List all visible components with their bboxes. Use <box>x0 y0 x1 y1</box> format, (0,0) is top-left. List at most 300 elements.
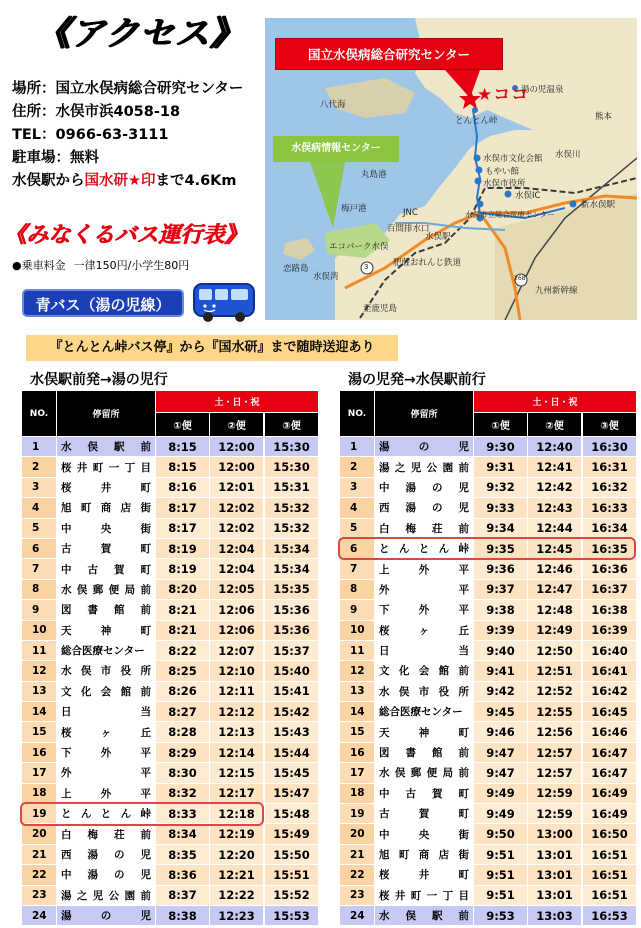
time-trip-2: 12:59 <box>528 784 581 803</box>
time-trip-1: 9:42 <box>474 682 527 701</box>
time-trip-2: 12:06 <box>210 600 263 619</box>
time-trip-2: 12:42 <box>528 478 581 497</box>
stop-name <box>57 804 155 823</box>
time-trip-1: 8:19 <box>156 559 209 578</box>
time-trip-1: 9:37 <box>474 580 527 599</box>
stop-name-text: 中 湯 の 児 <box>61 869 151 882</box>
table-row <box>340 661 636 681</box>
pickup-banner: 『とんとん峠バス停』から『国水研』まで随時送迎あり <box>26 335 398 361</box>
map-koko-label: ★ココ <box>477 85 530 105</box>
header-trip-1: ①便 <box>156 413 209 436</box>
stop-name-text: 西 湯 の 児 <box>379 502 469 515</box>
table-row <box>340 600 636 620</box>
table-row <box>22 763 318 783</box>
time-trip-3: 15:30 <box>265 437 318 456</box>
stop-name <box>375 641 473 660</box>
time-trip-1: 9:34 <box>474 519 527 538</box>
table-row <box>22 661 318 681</box>
time-trip-1: 8:17 <box>156 519 209 538</box>
time-trip-3: 16:34 <box>583 519 636 538</box>
time-trip-1: 9:49 <box>474 784 527 803</box>
table-row <box>22 559 318 579</box>
map-label-city-hall: 水俣市役所 <box>483 179 526 189</box>
time-trip-3: 16:51 <box>583 845 636 864</box>
stop-number: 13 <box>22 682 56 701</box>
time-trip-2: 12:00 <box>210 437 263 456</box>
stop-name <box>57 661 155 680</box>
stop-name-text: 日 当 <box>61 706 151 719</box>
route-prefix: 水俣駅から <box>12 173 85 189</box>
stop-name <box>57 580 155 599</box>
stop-number: 16 <box>340 743 374 762</box>
inbound-rows <box>340 437 636 926</box>
stop-number: 7 <box>340 559 374 578</box>
time-trip-2: 12:11 <box>210 682 263 701</box>
map-label-yunoko: 湯の児温泉 <box>521 85 564 95</box>
stop-name-text: 白 梅 荘 前 <box>379 522 469 535</box>
time-trip-2: 12:47 <box>528 580 581 599</box>
header-no: NO. <box>22 391 56 436</box>
stop-number: 17 <box>340 763 374 782</box>
stop-name-text: 桜 井 町 <box>61 481 151 494</box>
map-island-koishima <box>283 238 315 260</box>
stop-number: 13 <box>340 682 374 701</box>
stop-number: 15 <box>340 722 374 741</box>
time-trip-3: 15:43 <box>265 722 318 741</box>
time-trip-2: 12:43 <box>528 498 581 517</box>
map-dot-cityhall <box>475 178 482 185</box>
header-trip-3: ③便 <box>583 413 636 436</box>
stop-name-text: 桜 井 町 一 丁 目 <box>379 889 469 902</box>
table-row <box>340 824 636 844</box>
table-row <box>340 682 636 702</box>
stop-name-text: 水 俣 駅 前 <box>379 910 469 923</box>
time-trip-2: 12:52 <box>528 682 581 701</box>
table-row <box>22 641 318 661</box>
stop-name <box>57 865 155 884</box>
time-trip-3: 16:50 <box>583 824 636 843</box>
header-days: 土・日・祝 <box>474 391 636 412</box>
time-trip-3: 16:36 <box>583 559 636 578</box>
route-suffix: まで4.6Km <box>155 173 237 189</box>
table-row <box>22 621 318 641</box>
stop-name-text: 桜 ヶ 丘 <box>61 726 151 739</box>
table-row <box>340 559 636 579</box>
time-trip-1: 9:47 <box>474 743 527 762</box>
time-trip-2: 12:22 <box>210 886 263 905</box>
time-trip-1: 8:26 <box>156 682 209 701</box>
time-trip-2: 12:40 <box>528 437 581 456</box>
time-trip-1: 9:33 <box>474 498 527 517</box>
bus-schedule-title: 《みなくるバス運行表》 <box>4 223 247 248</box>
map-dot-culture <box>474 155 481 162</box>
stop-name-text: 文 化 会 館 前 <box>61 685 151 698</box>
stop-name-text: 湯 の 児 <box>61 910 151 923</box>
time-trip-3: 16:47 <box>583 743 636 762</box>
stop-number: 1 <box>22 437 56 456</box>
time-trip-1: 8:19 <box>156 539 209 558</box>
stop-number: 5 <box>340 519 374 538</box>
stop-number: 2 <box>340 457 374 476</box>
table-row <box>340 865 636 885</box>
time-trip-3: 16:33 <box>583 498 636 517</box>
info-location-label: 場所： <box>12 81 56 97</box>
stop-name-text: 水 俣 市 役 所 <box>379 685 469 698</box>
map-label-minamata-bay: 水俣湾 <box>313 272 339 282</box>
time-trip-2: 13:01 <box>528 845 581 864</box>
time-trip-1: 9:31 <box>474 457 527 476</box>
stop-number: 14 <box>340 702 374 721</box>
stop-name-text: 外 平 <box>61 767 151 780</box>
info-address-label: 住所： <box>12 104 56 120</box>
stop-name-text: と ん と ん 峠 <box>61 808 151 821</box>
time-trip-1: 9:41 <box>474 661 527 680</box>
map-label-umedo: 梅戸港 <box>341 204 367 214</box>
map-callout-info-center: 水俣病情報センター <box>273 136 399 162</box>
time-trip-2: 12:02 <box>210 519 263 538</box>
stop-number: 7 <box>22 559 56 578</box>
time-trip-1: 8:33 <box>156 804 209 823</box>
time-trip-3: 16:31 <box>583 457 636 476</box>
stop-name <box>375 845 473 864</box>
stop-name-text: 文 化 会 館 前 <box>379 665 469 678</box>
stop-name <box>375 519 473 538</box>
stop-name-text: 水 俣 郵 便 局 前 <box>61 583 151 596</box>
stop-name <box>57 682 155 701</box>
table-row <box>22 784 318 804</box>
stop-name <box>375 865 473 884</box>
table-row <box>22 824 318 844</box>
stop-name-text: 湯 之 児 公 園 前 <box>379 461 469 474</box>
stop-name-text: 総合医療センター <box>61 645 145 658</box>
table-row <box>22 702 318 722</box>
map-label-route268: 268 <box>514 275 526 282</box>
table-row <box>22 498 318 518</box>
time-trip-3: 16:51 <box>583 886 636 905</box>
time-trip-3: 15:41 <box>265 682 318 701</box>
time-trip-3: 15:50 <box>265 845 318 864</box>
map-dot-shin-minamata <box>570 201 577 208</box>
time-trip-1: 8:37 <box>156 886 209 905</box>
time-trip-2: 12:05 <box>210 580 263 599</box>
stop-name <box>57 519 155 538</box>
access-map <box>265 18 637 320</box>
time-trip-2: 12:55 <box>528 702 581 721</box>
info-tel <box>12 124 267 147</box>
header-stop: 停留所 <box>375 391 473 436</box>
time-trip-2: 12:20 <box>210 845 263 864</box>
stop-name-text: 湯 之 児 公 園 前 <box>61 889 151 902</box>
time-trip-2: 12:04 <box>210 559 263 578</box>
time-trip-2: 12:45 <box>528 539 581 558</box>
time-trip-1: 9:49 <box>474 804 527 823</box>
time-trip-2: 12:13 <box>210 722 263 741</box>
stop-name-text: 桜 井 町 一 丁 目 <box>61 461 151 474</box>
fare-value: 一律150円/小学生80円 <box>73 259 190 272</box>
time-trip-1: 8:21 <box>156 621 209 640</box>
stop-name <box>57 559 155 578</box>
stop-name-text: 白 梅 荘 前 <box>61 828 151 841</box>
stop-name-text: 水 俣 郵 便 局 前 <box>379 767 469 780</box>
outbound-heading: 水俣駅前発→湯の児行 <box>30 372 168 388</box>
map-label-tonton: とんとん峠 <box>455 116 498 126</box>
stop-name-text: 湯 の 児 <box>379 441 469 454</box>
time-trip-2: 12:57 <box>528 763 581 782</box>
table-row <box>22 539 318 559</box>
time-trip-1: 8:32 <box>156 784 209 803</box>
stop-name-text: 中 央 街 <box>61 522 151 535</box>
time-trip-1: 9:47 <box>474 763 527 782</box>
time-trip-2: 12:06 <box>210 621 263 640</box>
time-trip-1: 8:22 <box>156 641 209 660</box>
stop-number: 15 <box>22 722 56 741</box>
time-trip-3: 15:52 <box>265 886 318 905</box>
stop-name <box>375 682 473 701</box>
map-dot-ic <box>505 191 512 198</box>
stop-number: 9 <box>22 600 56 619</box>
time-trip-3: 15:45 <box>265 763 318 782</box>
map-label-marushima: 丸島港 <box>361 170 387 180</box>
map-label-minamata-stn: 水俣駅 <box>425 232 451 242</box>
stop-number: 22 <box>340 865 374 884</box>
time-trip-3: 15:47 <box>265 784 318 803</box>
stop-name <box>375 600 473 619</box>
table-row <box>340 519 636 539</box>
time-trip-3: 16:47 <box>583 763 636 782</box>
time-trip-2: 12:48 <box>528 600 581 619</box>
time-trip-2: 12:49 <box>528 621 581 640</box>
stop-name <box>57 784 155 803</box>
stop-name <box>57 437 155 456</box>
stop-name-text: 下 外 平 <box>379 604 469 617</box>
map-label-shin-minamata: 新水俣駅 <box>581 200 616 210</box>
header-no: NO. <box>340 391 374 436</box>
stop-number: 22 <box>22 865 56 884</box>
header-days: 土・日・祝 <box>156 391 318 412</box>
stop-number: 3 <box>340 478 374 497</box>
time-trip-2: 12:56 <box>528 722 581 741</box>
map-label-eco-park: エコパーク水俣 <box>329 242 389 252</box>
map-label-moyai: もやい館 <box>485 167 520 177</box>
time-trip-3: 16:49 <box>583 784 636 803</box>
stop-number: 20 <box>22 824 56 843</box>
time-trip-1: 9:51 <box>474 845 527 864</box>
stop-name <box>375 457 473 476</box>
time-trip-3: 15:36 <box>265 621 318 640</box>
stop-number: 21 <box>340 845 374 864</box>
stop-name <box>375 804 473 823</box>
stop-name-text: 天 神 町 <box>379 726 469 739</box>
access-info <box>12 78 267 193</box>
time-trip-2: 12:01 <box>210 478 263 497</box>
stop-name-text: 中 央 街 <box>379 828 469 841</box>
stop-name-text: 桜 井 町 <box>379 869 469 882</box>
time-trip-2: 13:00 <box>528 824 581 843</box>
table-row <box>22 722 318 742</box>
time-trip-3: 15:37 <box>265 641 318 660</box>
map-label-general-medical: 水俣市立総合医療センター <box>465 210 555 219</box>
stop-number: 21 <box>22 845 56 864</box>
stop-name <box>375 621 473 640</box>
stop-number: 8 <box>22 580 56 599</box>
time-trip-3: 16:53 <box>583 906 636 925</box>
stop-number: 3 <box>22 478 56 497</box>
stop-name <box>57 641 155 660</box>
map-label-yatsushiro: 八代海 <box>320 100 346 110</box>
stop-number: 9 <box>340 600 374 619</box>
map-callout-green-pointer <box>310 162 345 228</box>
outbound-rows <box>22 437 318 926</box>
stop-name-text: 図 書 館 前 <box>379 747 469 760</box>
time-trip-2: 12:15 <box>210 763 263 782</box>
stop-name-text: 古 賀 町 <box>379 808 469 821</box>
stop-name <box>375 539 473 558</box>
time-trip-3: 15:34 <box>265 559 318 578</box>
stop-name <box>57 722 155 741</box>
time-trip-3: 15:51 <box>265 865 318 884</box>
stop-name <box>57 539 155 558</box>
info-address <box>12 101 267 124</box>
time-trip-1: 8:17 <box>156 498 209 517</box>
timetable-header <box>22 391 318 436</box>
header-trip-2: ②便 <box>210 413 263 436</box>
time-trip-2: 12:12 <box>210 702 263 721</box>
map-label-minamata-river: 水俣川 <box>555 150 581 160</box>
table-row <box>22 519 318 539</box>
time-trip-3: 15:42 <box>265 702 318 721</box>
time-trip-3: 16:37 <box>583 580 636 599</box>
stop-name-text: 総合医療センター <box>379 706 463 719</box>
stop-name-text: 西 湯 の 児 <box>61 849 151 861</box>
table-row <box>340 845 636 865</box>
time-trip-2: 13:03 <box>528 906 581 925</box>
stop-name-text: 古 賀 町 <box>61 543 151 556</box>
time-trip-3: 16:41 <box>583 661 636 680</box>
table-row <box>22 906 318 926</box>
info-tel-label: TEL： <box>12 127 56 143</box>
table-row <box>340 722 636 742</box>
time-trip-1: 9:53 <box>474 906 527 925</box>
time-trip-1: 8:20 <box>156 580 209 599</box>
time-trip-2: 12:50 <box>528 641 581 660</box>
stop-name <box>57 498 155 517</box>
table-row <box>340 743 636 763</box>
info-address-value: 水俣市浜4058-18 <box>55 104 181 120</box>
time-trip-2: 12:46 <box>528 559 581 578</box>
time-trip-1: 8:29 <box>156 743 209 762</box>
stop-name <box>375 498 473 517</box>
time-trip-3: 15:36 <box>265 600 318 619</box>
info-tel-value[interactable]: 0966-63-3111 <box>55 127 169 143</box>
blue-bus-badge: 青バス（湯の児線） <box>22 289 184 317</box>
map-label-hisatsu: 肥薩おれんじ鉄道 <box>393 258 462 268</box>
table-row <box>340 641 636 661</box>
stop-name <box>375 478 473 497</box>
time-trip-2: 13:01 <box>528 886 581 905</box>
time-trip-1: 8:28 <box>156 722 209 741</box>
time-trip-3: 15:40 <box>265 661 318 680</box>
time-trip-1: 9:40 <box>474 641 527 660</box>
time-trip-1: 8:15 <box>156 437 209 456</box>
stop-name-text: 旭 町 商 店 街 <box>61 502 151 515</box>
time-trip-3: 15:32 <box>265 498 318 517</box>
time-trip-1: 9:38 <box>474 600 527 619</box>
stop-number: 17 <box>22 763 56 782</box>
stop-name-text: と ん と ん 峠 <box>379 543 469 556</box>
stop-number: 4 <box>22 498 56 517</box>
table-row <box>22 457 318 477</box>
map-label-koishima: 恋路島 <box>283 264 309 274</box>
map-label-kagoshima: 至鹿児島 <box>363 304 398 314</box>
stop-number: 11 <box>340 641 374 660</box>
stop-name <box>57 743 155 762</box>
stop-name-text: 水 俣 市 役 所 <box>61 665 151 678</box>
time-trip-3: 15:32 <box>265 519 318 538</box>
stop-name-text: 外 平 <box>379 583 469 596</box>
inbound-heading: 湯の児発→水俣駅前行 <box>348 372 486 388</box>
access-title: 《アクセス》 <box>36 14 245 54</box>
stop-name <box>57 886 155 905</box>
time-trip-1: 8:38 <box>156 906 209 925</box>
map-label-city-culture: 水俣市文化会館 <box>483 154 543 164</box>
stop-number: 23 <box>22 886 56 905</box>
table-row <box>340 539 636 559</box>
time-trip-3: 16:42 <box>583 682 636 701</box>
time-trip-2: 12:41 <box>528 457 581 476</box>
time-trip-3: 16:45 <box>583 702 636 721</box>
header-trip-1: ①便 <box>474 413 527 436</box>
time-trip-2: 12:10 <box>210 661 263 680</box>
stop-name <box>375 437 473 456</box>
info-parking-value: 無料 <box>70 150 99 166</box>
map-label-route3: 3 <box>364 263 369 271</box>
table-row <box>340 437 636 457</box>
stop-name <box>375 906 473 925</box>
stop-name <box>375 559 473 578</box>
time-trip-1: 8:30 <box>156 763 209 782</box>
stop-number: 12 <box>340 661 374 680</box>
stop-name-text: 下 外 平 <box>61 747 151 760</box>
info-location-value: 国立水俣病総合研究センター <box>55 81 244 97</box>
time-trip-1: 8:36 <box>156 865 209 884</box>
stop-number: 5 <box>22 519 56 538</box>
stop-number: 19 <box>340 804 374 823</box>
stop-name <box>57 621 155 640</box>
stop-name-text: 桜 ヶ 丘 <box>379 624 469 637</box>
map-label-kyushu-expressway: 九州新幹線 <box>535 286 578 296</box>
stop-name <box>57 824 155 843</box>
time-trip-3: 15:44 <box>265 743 318 762</box>
time-trip-1: 8:27 <box>156 702 209 721</box>
stop-number: 14 <box>22 702 56 721</box>
info-parking <box>12 147 267 170</box>
map-label-hyakken: 百間排水口 <box>387 224 430 234</box>
stop-number: 11 <box>22 641 56 660</box>
stop-number: 16 <box>22 743 56 762</box>
time-trip-3: 15:48 <box>265 804 318 823</box>
time-trip-3: 16:35 <box>583 539 636 558</box>
time-trip-1: 8:34 <box>156 824 209 843</box>
map-dot-tonton <box>472 107 478 113</box>
table-row <box>340 478 636 498</box>
time-trip-3: 15:35 <box>265 580 318 599</box>
table-row <box>340 621 636 641</box>
table-row <box>22 743 318 763</box>
time-trip-2: 12:00 <box>210 457 263 476</box>
time-trip-1: 9:51 <box>474 865 527 884</box>
time-trip-2: 12:19 <box>210 824 263 843</box>
time-trip-1: 8:15 <box>156 457 209 476</box>
